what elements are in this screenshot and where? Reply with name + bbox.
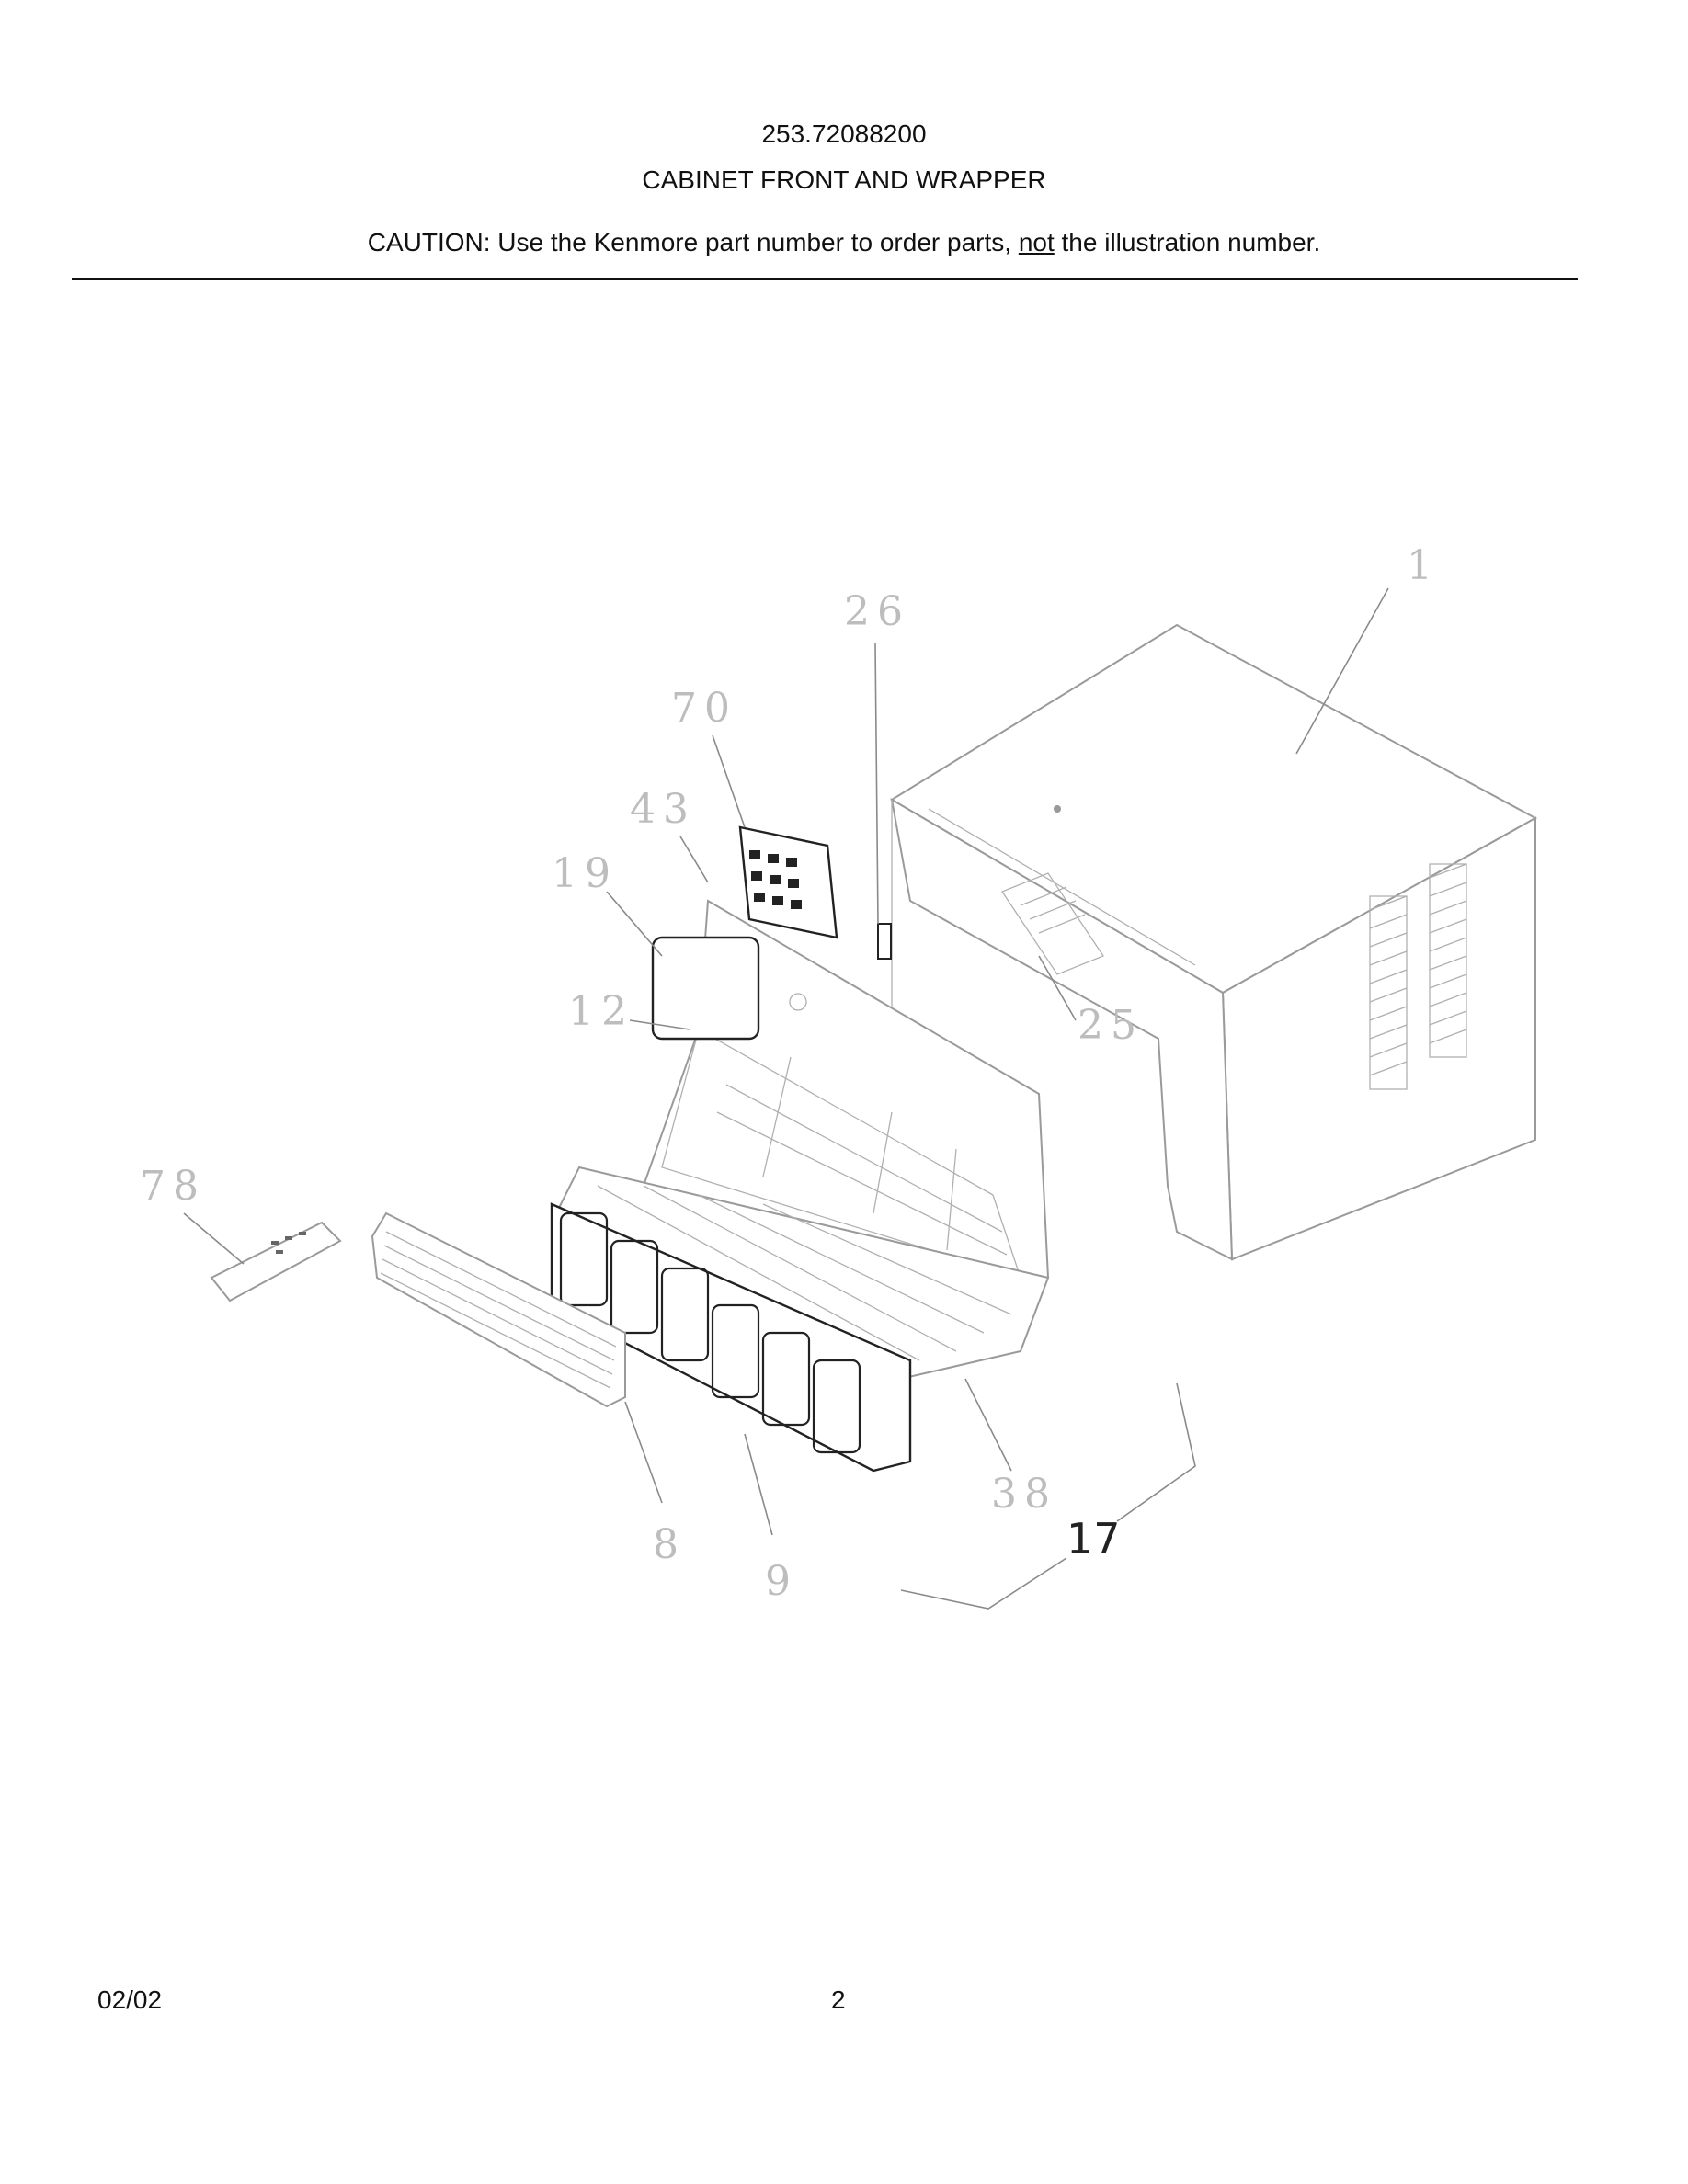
bracket-17-left (901, 1558, 1066, 1609)
callout-12: 12 (568, 988, 634, 1035)
side-bracket-part (878, 924, 891, 959)
callout-38: 38 (991, 1471, 1057, 1518)
section-title: CABINET FRONT AND WRAPPER (642, 165, 1046, 194)
control-panel-part (740, 827, 837, 938)
callout-70: 70 (671, 685, 737, 732)
leader-19 (607, 892, 662, 956)
caution-prefix: CAUTION: Use the Kenmore part number to order parts, (367, 228, 1019, 256)
callout-43: 43 (630, 786, 696, 833)
leader-9 (745, 1434, 772, 1535)
callout-26: 26 (844, 588, 910, 635)
callout-78: 78 (140, 1163, 206, 1210)
leader-26 (875, 643, 878, 924)
callout-19: 19 (552, 850, 618, 897)
caution-suffix: the illustration number. (1054, 228, 1321, 256)
label-part (653, 938, 758, 1039)
bracket-17-right (1117, 1383, 1195, 1521)
leader-70 (713, 735, 745, 827)
callout-1: 1 (1407, 542, 1440, 589)
caution-emphasis: not (1018, 228, 1055, 256)
revision-date: 02/02 (97, 1985, 163, 2014)
callout-9: 9 (765, 1558, 798, 1605)
model-number: 253.72088200 (761, 119, 927, 148)
leader-43 (680, 836, 708, 882)
leader-8 (625, 1402, 662, 1503)
page-number: 2 (831, 1985, 846, 2014)
callout-17: 17 (1066, 1514, 1121, 1564)
callout-8: 8 (653, 1521, 686, 1568)
callout-25: 25 (1078, 1002, 1144, 1049)
leader-38 (965, 1379, 1011, 1471)
remote-control-part (211, 1223, 340, 1301)
leader-78 (184, 1213, 244, 1264)
